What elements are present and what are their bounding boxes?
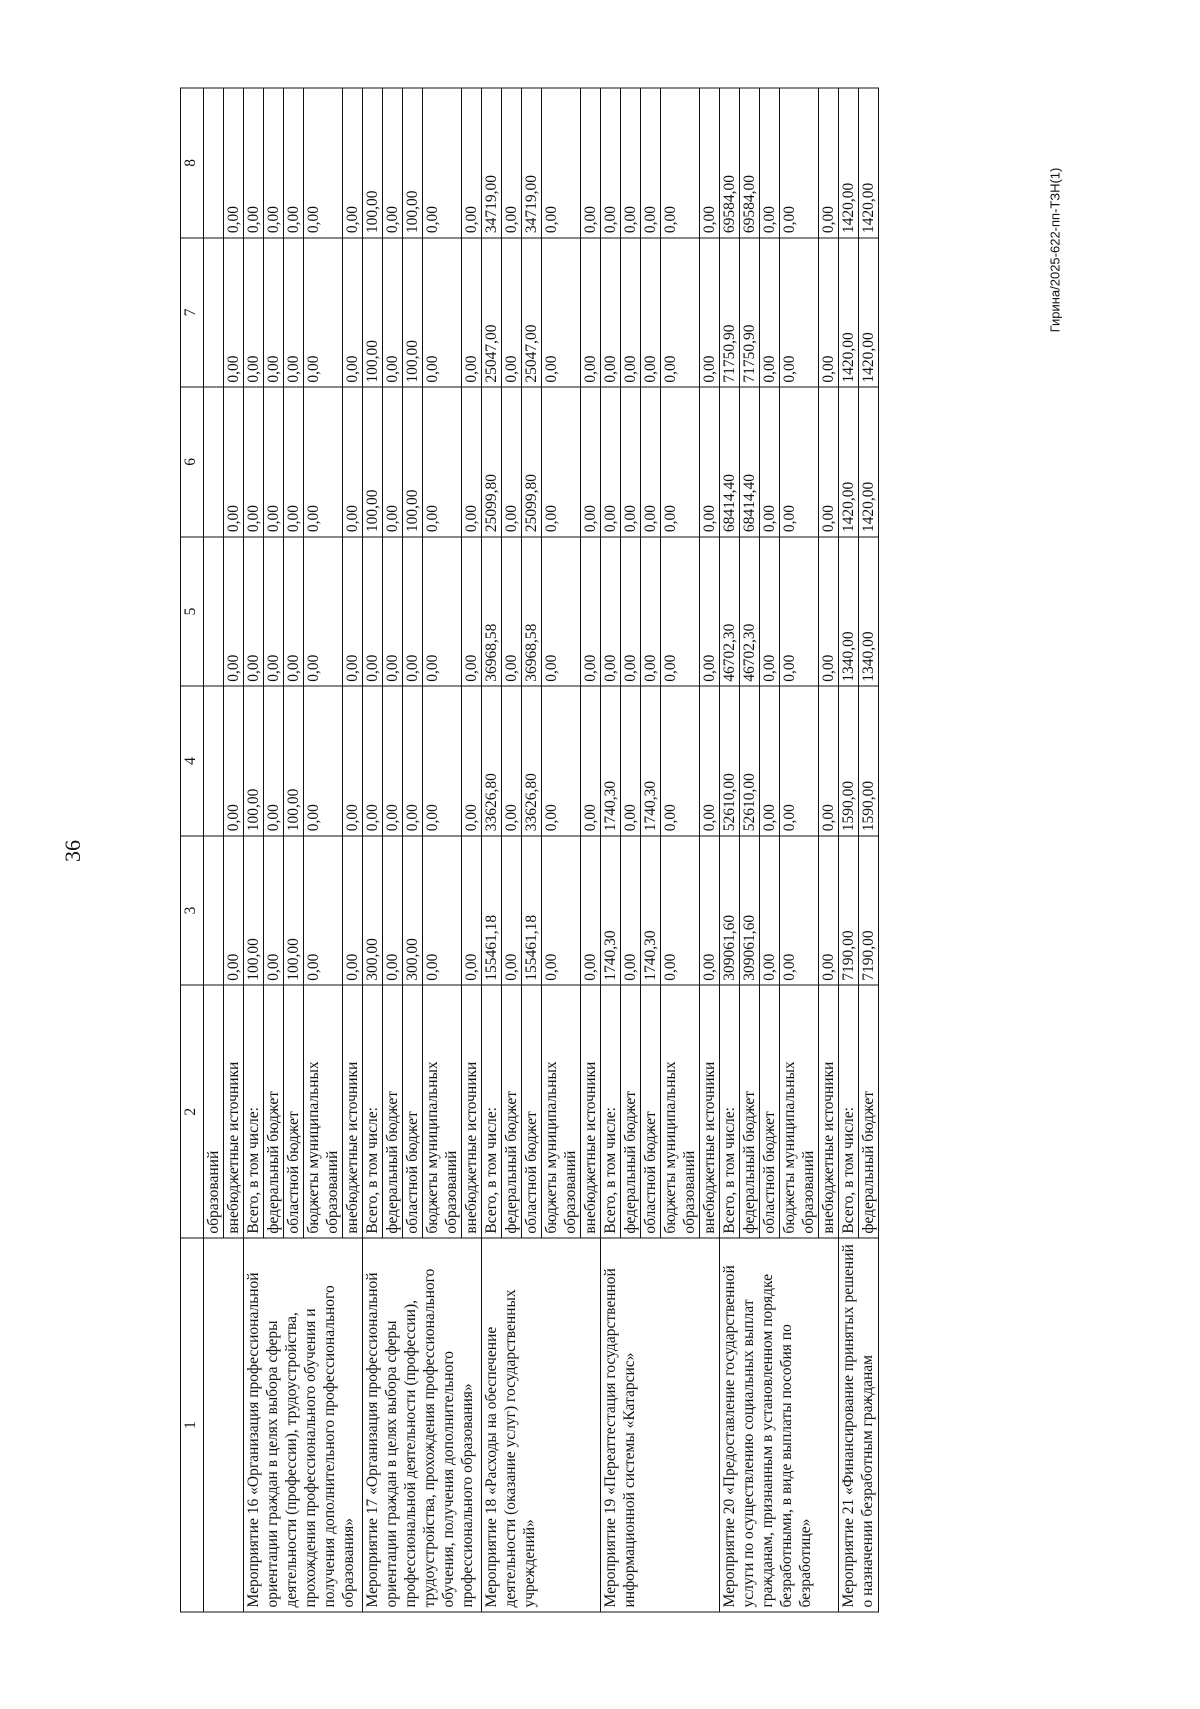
amount-cell: 0,00 (661, 686, 700, 836)
funding-source: внебюджетные источники (819, 985, 839, 1238)
table-row (244, 88, 264, 1612)
amount-cell: 33626,80 (482, 686, 502, 836)
amount-cell: 0,00 (284, 387, 304, 537)
amount-cell: 0,00 (343, 387, 363, 537)
amount-cell: 0,00 (383, 238, 403, 388)
measure-title: Мероприятие 21 «Финансирование принятых решений о назначении безработным гражданам (839, 1238, 879, 1612)
funding-source: областной бюджет (403, 985, 423, 1238)
amount-cell: 0,00 (383, 686, 403, 836)
amount-cell: 0,00 (601, 537, 621, 687)
funding-source: Всего, в том числе: (363, 985, 383, 1238)
amount-cell: 0,00 (244, 88, 264, 238)
amount-cell: 0,00 (819, 387, 839, 537)
column-header: 3 (181, 836, 204, 986)
funding-source: областной бюджет (522, 985, 542, 1238)
amount-cell: 0,00 (284, 537, 304, 687)
table-row (482, 88, 502, 1612)
amount-cell: 0,00 (581, 238, 601, 388)
amount-cell: 300,00 (403, 836, 423, 986)
amount-cell: 68414,40 (720, 387, 740, 537)
funding-source: бюджеты муниципальных образований (423, 985, 462, 1238)
amount-cell: 0,00 (244, 387, 264, 537)
amount-cell: 69584,00 (720, 88, 740, 238)
amount-cell: 0,00 (542, 387, 581, 537)
funding-source: внебюджетные источники (343, 985, 363, 1238)
amount-cell: 0,00 (264, 686, 284, 836)
amount-cell: 0,00 (760, 88, 780, 238)
amount-cell: 0,00 (760, 537, 780, 687)
amount-cell: 0,00 (621, 836, 641, 986)
amount-cell: 0,00 (819, 836, 839, 986)
amount-cell: 0,00 (304, 686, 343, 836)
amount-cell: 0,00 (581, 88, 601, 238)
amount-cell: 0,00 (700, 238, 720, 388)
amount-cell: 0,00 (224, 537, 244, 687)
amount-cell: 309061,60 (740, 836, 760, 986)
column-header: 2 (181, 985, 204, 1238)
column-header: 7 (181, 238, 204, 388)
amount-cell: 100,00 (363, 88, 383, 238)
amount-cell: 0,00 (542, 88, 581, 238)
amount-cell: 100,00 (284, 836, 304, 986)
funding-source: Всего, в том числе: (244, 985, 264, 1238)
amount-cell: 36968,58 (482, 537, 502, 687)
amount-cell: 34719,00 (522, 88, 542, 238)
amount-cell: 1420,00 (839, 387, 859, 537)
amount-cell (204, 686, 224, 836)
amount-cell: 0,00 (641, 387, 661, 537)
amount-cell: 0,00 (780, 836, 819, 986)
amount-cell: 34719,00 (482, 88, 502, 238)
amount-cell: 0,00 (542, 537, 581, 687)
amount-cell: 0,00 (780, 686, 819, 836)
table-body (204, 88, 879, 1612)
amount-cell: 0,00 (244, 238, 264, 388)
funding-source: федеральный бюджет (383, 985, 403, 1238)
amount-cell: 0,00 (819, 238, 839, 388)
amount-cell: 0,00 (403, 686, 423, 836)
amount-cell: 25047,00 (482, 238, 502, 388)
amount-cell: 0,00 (661, 537, 700, 687)
amount-cell: 0,00 (264, 88, 284, 238)
amount-cell: 300,00 (363, 836, 383, 986)
amount-cell: 52610,00 (740, 686, 760, 836)
amount-cell: 0,00 (502, 537, 522, 687)
amount-cell: 0,00 (819, 88, 839, 238)
amount-cell: 1590,00 (839, 686, 859, 836)
amount-cell: 0,00 (621, 387, 641, 537)
amount-cell: 1740,30 (601, 836, 621, 986)
table-row (204, 88, 224, 1612)
measure-title: Мероприятие 16 «Организация профессиональной ориентации граждан в целях выбора сферы деятельности (профессии), трудоустройства, прохождения профессионального обучения и получения дополнительного профессионального образования» (244, 1238, 363, 1612)
funding-source: внебюджетные источники (224, 985, 244, 1238)
funding-source: федеральный бюджет (502, 985, 522, 1238)
table-row (363, 88, 383, 1612)
amount-cell (204, 836, 224, 986)
amount-cell: 0,00 (502, 686, 522, 836)
amount-cell: 0,00 (343, 88, 363, 238)
amount-cell: 100,00 (403, 88, 423, 238)
amount-cell: 0,00 (780, 387, 819, 537)
funding-source: областной бюджет (284, 985, 304, 1238)
amount-cell: 25099,80 (522, 387, 542, 537)
amount-cell: 0,00 (700, 88, 720, 238)
amount-cell: 1420,00 (839, 238, 859, 388)
amount-cell: 0,00 (760, 836, 780, 986)
amount-cell: 0,00 (224, 686, 244, 836)
amount-cell: 0,00 (502, 836, 522, 986)
amount-cell: 68414,40 (740, 387, 760, 537)
amount-cell: 100,00 (363, 387, 383, 537)
amount-cell: 1740,30 (641, 686, 661, 836)
amount-cell: 46702,30 (720, 537, 740, 687)
amount-cell: 0,00 (780, 88, 819, 238)
funding-source: бюджеты муниципальных образований (780, 985, 819, 1238)
page-number: 36 (60, 840, 85, 862)
measure-title: Мероприятие 20 «Предоставление государственной услуги по осуществлению социальных выплат гражданам, признанным в установленном порядке безработными, в виде выплаты пособия по безработице» (720, 1238, 839, 1612)
amount-cell: 0,00 (661, 88, 700, 238)
amount-cell: 46702,30 (740, 537, 760, 687)
amount-cell: 155461,18 (482, 836, 502, 986)
amount-cell: 0,00 (462, 537, 482, 687)
amount-cell: 0,00 (542, 836, 581, 986)
funding-source: федеральный бюджет (740, 985, 760, 1238)
amount-cell: 0,00 (621, 88, 641, 238)
amount-cell: 69584,00 (740, 88, 760, 238)
amount-cell: 0,00 (462, 88, 482, 238)
amount-cell: 0,00 (423, 836, 462, 986)
amount-cell: 0,00 (700, 686, 720, 836)
amount-cell: 0,00 (423, 537, 462, 687)
amount-cell: 0,00 (581, 686, 601, 836)
amount-cell: 0,00 (760, 238, 780, 388)
amount-cell: 0,00 (383, 88, 403, 238)
amount-cell: 0,00 (700, 836, 720, 986)
amount-cell: 0,00 (621, 686, 641, 836)
column-header: 5 (181, 537, 204, 687)
amount-cell: 0,00 (343, 238, 363, 388)
amount-cell: 0,00 (542, 238, 581, 388)
amount-cell: 100,00 (403, 387, 423, 537)
amount-cell: 0,00 (264, 238, 284, 388)
amount-cell: 0,00 (304, 238, 343, 388)
table-row (720, 88, 740, 1612)
amount-cell: 0,00 (780, 238, 819, 388)
funding-source: федеральный бюджет (621, 985, 641, 1238)
amount-cell: 0,00 (641, 238, 661, 388)
amount-cell: 0,00 (502, 387, 522, 537)
amount-cell: 1590,00 (859, 686, 879, 836)
funding-source: бюджеты муниципальных образований (661, 985, 700, 1238)
amount-cell: 1340,00 (839, 537, 859, 687)
column-header: 8 (181, 88, 204, 238)
amount-cell: 0,00 (264, 387, 284, 537)
amount-cell: 0,00 (363, 686, 383, 836)
amount-cell: 0,00 (224, 238, 244, 388)
amount-cell: 1740,30 (641, 836, 661, 986)
measure-title (204, 1238, 244, 1612)
amount-cell: 0,00 (462, 238, 482, 388)
amount-cell: 0,00 (819, 686, 839, 836)
amount-cell (204, 537, 224, 687)
amount-cell: 71750,90 (740, 238, 760, 388)
amount-cell: 0,00 (661, 238, 700, 388)
measure-title: Мероприятие 19 «Переаттестация государственной информационной системы «Катарсис» (601, 1238, 720, 1612)
amount-cell: 0,00 (423, 387, 462, 537)
amount-cell: 0,00 (383, 537, 403, 687)
funding-source: областной бюджет (641, 985, 661, 1238)
funding-source: областной бюджет (760, 985, 780, 1238)
rotated-sheet (180, 88, 1020, 1613)
column-header: 4 (181, 686, 204, 836)
amount-cell (204, 88, 224, 238)
amount-cell: 0,00 (224, 836, 244, 986)
amount-cell: 0,00 (819, 537, 839, 687)
amount-cell: 0,00 (304, 387, 343, 537)
amount-cell: 0,00 (304, 88, 343, 238)
amount-cell: 309061,60 (720, 836, 740, 986)
amount-cell: 25099,80 (482, 387, 502, 537)
amount-cell: 0,00 (304, 836, 343, 986)
funding-source: федеральный бюджет (264, 985, 284, 1238)
amount-cell: 100,00 (403, 238, 423, 388)
amount-cell: 0,00 (621, 238, 641, 388)
amount-cell: 0,00 (383, 836, 403, 986)
table-row (601, 88, 621, 1612)
amount-cell: 7190,00 (859, 836, 879, 986)
amount-cell: 0,00 (581, 537, 601, 687)
amount-cell: 1420,00 (839, 88, 859, 238)
measure-title: Мероприятие 17 «Организация профессиональной ориентации граждан в целях выбора сферы профессиональной деятельности (профессии), трудоустройства, прохождения профессионального обучения, получения дополнительного профессионального образования» (363, 1238, 482, 1612)
column-header: 6 (181, 387, 204, 537)
amount-cell: 52610,00 (720, 686, 740, 836)
amount-cell: 0,00 (284, 238, 304, 388)
amount-cell: 0,00 (641, 537, 661, 687)
funding-source: внебюджетные источники (462, 985, 482, 1238)
amount-cell: 0,00 (284, 88, 304, 238)
amount-cell: 0,00 (403, 537, 423, 687)
amount-cell: 0,00 (601, 88, 621, 238)
amount-cell: 0,00 (304, 537, 343, 687)
budget-table (180, 88, 879, 1613)
amount-cell: 0,00 (462, 836, 482, 986)
amount-cell: 0,00 (502, 238, 522, 388)
column-header: 1 (181, 1238, 204, 1612)
amount-cell (204, 387, 224, 537)
amount-cell: 100,00 (244, 836, 264, 986)
amount-cell: 0,00 (343, 686, 363, 836)
amount-cell: 36968,58 (522, 537, 542, 687)
funding-source: внебюджетные источники (581, 985, 601, 1238)
amount-cell: 0,00 (502, 88, 522, 238)
document-code: Гирина/2025-622-пп-ТЗН(1) (1047, 167, 1063, 333)
amount-cell: 0,00 (244, 537, 264, 687)
amount-cell: 0,00 (641, 88, 661, 238)
funding-source: бюджеты муниципальных образований (304, 985, 343, 1238)
amount-cell: 0,00 (423, 686, 462, 836)
amount-cell: 0,00 (264, 836, 284, 986)
amount-cell: 0,00 (581, 836, 601, 986)
amount-cell: 0,00 (542, 686, 581, 836)
table-row (839, 88, 859, 1612)
amount-cell: 0,00 (780, 537, 819, 687)
amount-cell: 1740,30 (601, 686, 621, 836)
funding-source: Всего, в том числе: (482, 985, 502, 1238)
amount-cell: 0,00 (760, 686, 780, 836)
amount-cell: 0,00 (224, 88, 244, 238)
amount-cell: 0,00 (661, 836, 700, 986)
amount-cell: 0,00 (224, 387, 244, 537)
amount-cell: 100,00 (284, 686, 304, 836)
funding-source: бюджеты муниципальных образований (542, 985, 581, 1238)
funding-source: федеральный бюджет (859, 985, 879, 1238)
amount-cell: 0,00 (601, 387, 621, 537)
amount-cell: 0,00 (264, 537, 284, 687)
header-row (181, 88, 204, 1612)
amount-cell: 0,00 (621, 537, 641, 687)
funding-source: Всего, в том числе: (720, 985, 740, 1238)
amount-cell: 33626,80 (522, 686, 542, 836)
amount-cell: 0,00 (700, 387, 720, 537)
funding-source: Всего, в том числе: (601, 985, 621, 1238)
amount-cell: 155461,18 (522, 836, 542, 986)
amount-cell: 0,00 (343, 836, 363, 986)
amount-cell: 1420,00 (859, 387, 879, 537)
amount-cell: 0,00 (462, 387, 482, 537)
funding-source: Всего, в том числе: (839, 985, 859, 1238)
amount-cell: 0,00 (363, 537, 383, 687)
amount-cell: 0,00 (601, 238, 621, 388)
amount-cell: 7190,00 (839, 836, 859, 986)
amount-cell: 1340,00 (859, 537, 879, 687)
amount-cell: 0,00 (423, 238, 462, 388)
amount-cell: 100,00 (244, 686, 264, 836)
amount-cell: 71750,90 (720, 238, 740, 388)
amount-cell: 0,00 (700, 537, 720, 687)
amount-cell: 0,00 (343, 537, 363, 687)
amount-cell: 0,00 (423, 88, 462, 238)
amount-cell: 1420,00 (859, 238, 879, 388)
measure-title: Мероприятие 18 «Расходы на обеспечение деятельности (оказание услуг) государственных учреждений» (482, 1238, 601, 1612)
funding-source: образований (204, 985, 224, 1238)
amount-cell: 0,00 (661, 387, 700, 537)
amount-cell: 1420,00 (859, 88, 879, 238)
amount-cell: 0,00 (462, 686, 482, 836)
amount-cell (204, 238, 224, 388)
amount-cell: 0,00 (760, 387, 780, 537)
amount-cell: 25047,00 (522, 238, 542, 388)
amount-cell: 0,00 (581, 387, 601, 537)
amount-cell: 100,00 (363, 238, 383, 388)
amount-cell: 0,00 (383, 387, 403, 537)
funding-source: внебюджетные источники (700, 985, 720, 1238)
